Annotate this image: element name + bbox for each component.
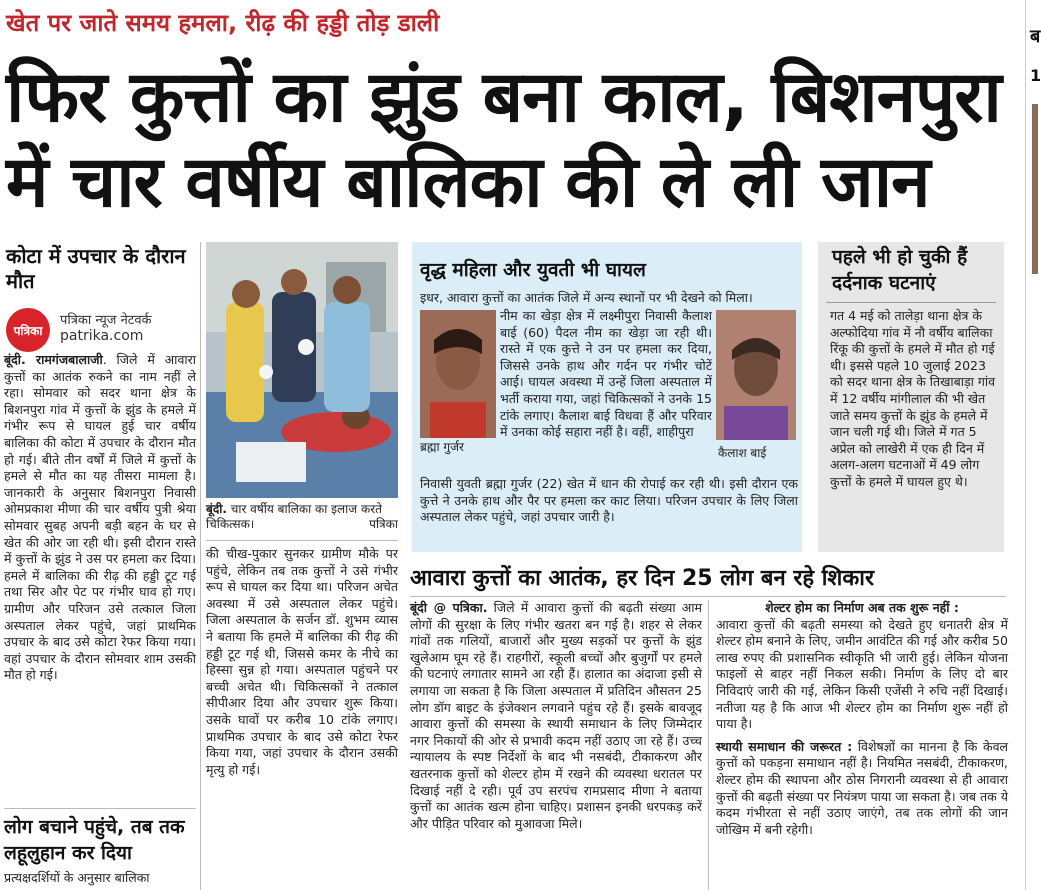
second-story-col1 [410,600,702,832]
victim-name-right: कैलाश बाई [718,446,767,460]
left-story-text: . जिले में आवारा कुत्तों का आतंक रुकने का नाम नहीं ले रहा। सोमवार को सदर थाना क्षेत्र के बिशनपुरा गांव में कुत्तों के झुंड के हमले में गंभीर रूप से घायल हुई चार वर्षीय बालिका की कोटा में उपचार के दौरान मौत हो गई। बीते तीन वर्षों में जिले में कुत्तों के हमले से मौत का यह तीसरा मामला है। जानकारी के अनुसार बिशनपुरा निवासी ओमप्रकाश मीणा की चार वर्षीय पुत्री श्रेया सोमवार सुबह अपनी बड़ी बहन के घर से खेत की ओर जा रही थी। इसी दौरान रास्ते में कुत्तों के झुंड ने उस पर हमला कर दिया। हमले में बालिका की रीढ़ की हड्डी टूट गई तथा सिर और पेट पर गंभीर घाव हो गए। ग्रामीण और परिजन उसे तत्काल जिला अस्पताल लेकर पहुंचे, जहां प्राथमिक उपचार के बाद उसे कोटा रेफर किया गया। वहां उपचार के दौरान सोमवार शाम उसकी मौत हो गई। [4,352,196,683]
grey-box-title: पहले भी हो चुकी हैं दर्दनाक घटनाएं [832,246,968,294]
photo-caption-place: बूंदी. [206,502,227,516]
patrika-logo: पत्रिका [6,308,50,352]
left-dateline: बूंदी. रामगंजबालाजी [4,352,103,367]
blue-box-title: वृद्ध महिला और युवती भी घायल [420,259,646,281]
left-story-continued: प्रत्यक्षदर्शियों के अनुसार बालिका [4,870,150,885]
left-divider [4,808,196,809]
solution-text: विशेषज्ञों का मानना है कि केवल कुत्तों को पकड़ना समाधान नहीं है। नियमित नसबंदी, टीकाकरण, शेल्टर होम की स्थापना और ठोस निगरानी व्यवस्था से ही आवारा कुत्तों की बढ़ती संख्या पर नियंत्रण पाया जा सकता है। जब तक ये कदम गंभीरता से नहीं उठाए जाएंगे, तब तक लोगों की जान जोखिम में बनी रहेगी। [716,738,1009,837]
second-column-rule [708,600,709,890]
blue-box-tail-text: निवासी युवती ब्रह्मा गुर्जर (22) खेत में धान की रोपाई कर रही थी। इसी दौरान एक कुत्ते ने उनके हाथ और पैर पर हमला कर काट लिया। परिजन उपचार के लिए जिला अस्पताल लेकर पहुंचे, जहां उपचार जारी है। [420,476,798,525]
middle-story: की चीख-पुकार सुनकर ग्रामीण मौके पर पहुंचे, लेकिन तब तक कुत्तों ने उसे गंभीर रूप से घायल कर दिया था। परिजन अचेत अवस्था में उसे अस्पताल लेकर पहुंचे। जिला अस्पताल के सर्जन डॉ. शुभम व्यास ने बताया कि हमले में बालिका की रीढ़ की हड्डी टूट गई थी, जिससे कमर के नीचे का हिस्सा सुन्न हो गया। अस्पताल पहुंचने पर बच्ची अचेत थी। चिकित्सकों ने तत्काल सीपीआर दिया और उपचार शुरू किया। उसके घावों पर करीब 10 टांके लगाए। प्राथमिक उपचार के बाद उसे कोटा रेफर किया गया, जहां उपचार के दौरान उसकी मृत्यु हो गई। [206,546,398,777]
main-headline [6,54,1016,224]
second-dateline: बूंदी @ पत्रिका. [410,600,488,615]
headline-line-1: फिर कुत्तों का झुंड बना काल, बिशनपुरा [6,55,1001,138]
shelter-text: आवारा कुत्तों की बढ़ती समस्या को देखते हुए धनातरी क्षेत्र में शेल्टर होम बनाने के लिए, जमीन आवंटित की गई और करीब 50 लाख रुपए की प्रशासनिक स्वीकृति भी जारी हुई। लेकिन योजना फाइलों से बाहर नहीं निकल सकी। निर्माण के लिए दो बार निविदाएं जारी की गई, लेकिन किसी एजेंसी ने रुचि नहीं दिखाई। नतीजा यह है कि आज भी शेल्टर होम का निर्माण शुरू नहीं हो पाया है। [716,616,1008,732]
second-headline-rule [410,596,1006,597]
headline-line-2: में चार वर्षीय बालिका की ले ली जान [6,140,930,223]
victim-photo-left [420,310,496,438]
adjacent-headline-fragment: ब [1030,26,1041,47]
column-rule [200,242,201,890]
woman-portrait-photo [420,310,496,438]
photo-caption [206,502,398,532]
elderly-woman-portrait-photo [716,310,796,440]
byline-network: पत्रिका न्यूज नेटवर्क [60,313,152,328]
solution-subhead: स्थायी समाधान की जरूरत : [716,738,853,754]
second-col1-text: जिले में आवारा कुत्तों की बढ़ती संख्या आम लोगों की सुरक्षा के लिए गंभीर खतरा बन गई है। शहर से लेकर गांवों तक गलियों, बाजारों और मुख्य सड़कों पर कुत्तों के झुंड खुलेआम घूम रहे हैं। राहगीरों, स्कूली बच्चों और बुजुर्गों पर हमले की घटनाएं लगातार सामने आ रही हैं। हालात का अंदाजा इसी से लगाया जा सकता है कि जिला अस्पताल में प्रतिदिन औसतन 25 लोग डॉग बाइट के इंजेक्शन लगवाने पहुंच रहे हैं। इसके बावजूद आवारा कुत्तों की समस्या के स्थायी समाधान के लिए जिम्मेदार नगर निकायों की ओर से प्रभावी कदम नहीं उठाए जा रहे हैं। उच्च न्यायालय के स्पष्ट निर्देशों के बाद भी नसबंदी, टीकाकरण और खतरनाक कुत्तों को शेल्टर होम में रखने की व्यवस्था धरातल पर दिखाई नहीं दे रही। पूर्व उप सरपंच रामप्रसाद मीणा ने बताया कुत्तों का आतंक खत्म होना चाहिए। प्रशासन इनकी धरपकड़ करें और पीड़ित परिवार को मुआवजा मिले। [410,600,702,831]
grey-box-divider [826,302,996,303]
byline-site: patrika.com [60,328,144,344]
victim-name-left: ब्रह्मा गुर्जर [420,440,464,454]
photo-caption-text: चार वर्षीय बालिका का इलाज करते चिकित्सक। [206,502,382,531]
blue-box-wrap-text: नीम का खेड़ा क्षेत्र में लक्ष्मीपुरा निवासी कैलाश बाई (60) पैदल नीम का खेड़ा जा रही थी। रास्ते में एक कुत्ते ने उन पर हमला कर दिया, जिससे उनके हाथ और गर्दन पर गंभीर चोटें आई। घायल अवस्था में उन्हें जिला अस्पताल में भर्ती कराया गया, जहां चिकित्सकों ने उनके 15 टांके लगाए। कैलाश बाई विधवा हैं और परिवार में उनका कोई सहारा नहीं है। वहीं, शाहीपुरा [500,308,712,440]
main-photo [206,242,398,498]
photo-credit: पत्रिका [369,517,398,531]
photo-divider [206,540,398,541]
adjacent-text-fragment: 1 [1030,66,1041,85]
kicker-headline: खेत पर जाते समय हमला, रीढ़ की हड्डी तोड़ डाली [6,9,440,37]
solution-paragraph [716,739,1008,839]
left-subhead-2: लोग बचाने पहुंचे, तब तक लहूलुहान कर दिया [4,816,185,864]
second-story-col2 [716,600,1008,838]
second-headline: आवारा कुत्तों का आतंक, हर दिन 25 लोग बन रहे शिकार [410,566,874,591]
left-story [4,352,196,684]
grey-box-text: गत 4 मई को तालेड़ा थाना क्षेत्र के अल्फोदिया गांव में नौ वर्षीय बालिका रिंकू की कुत्तों के हमले में मौत हो गई थी। इससे पहले 10 जुलाई 2023 को सदर थाना क्षेत्र के तिखाबाड़ा गांव में 12 वर्षीय मांगीलाल की भी खेत जाते समय कुत्तों के झुंड के हमले में जान चली गई थी। जिले में गत 5 अप्रेल को लाखेरी में एक ही दिन में अलग-अलग घटनाओं में 49 लोग कुत्तों के हमले में घायल हुए थे। [830,308,996,489]
victim-photo-right [716,310,796,440]
adjacent-photo-fragment [1032,104,1038,274]
blue-box-intro: इधर, आवारा कुत्तों का आतंक जिले में अन्य स्थानों पर भी देखने को मिला। [420,290,753,305]
left-subhead: कोटा में उपचार के दौरान मौत [6,244,186,293]
hospital-treatment-photo [206,242,398,498]
shelter-subhead: शेल्टर होम का निर्माण अब तक शुरू नहीं : [765,600,959,615]
